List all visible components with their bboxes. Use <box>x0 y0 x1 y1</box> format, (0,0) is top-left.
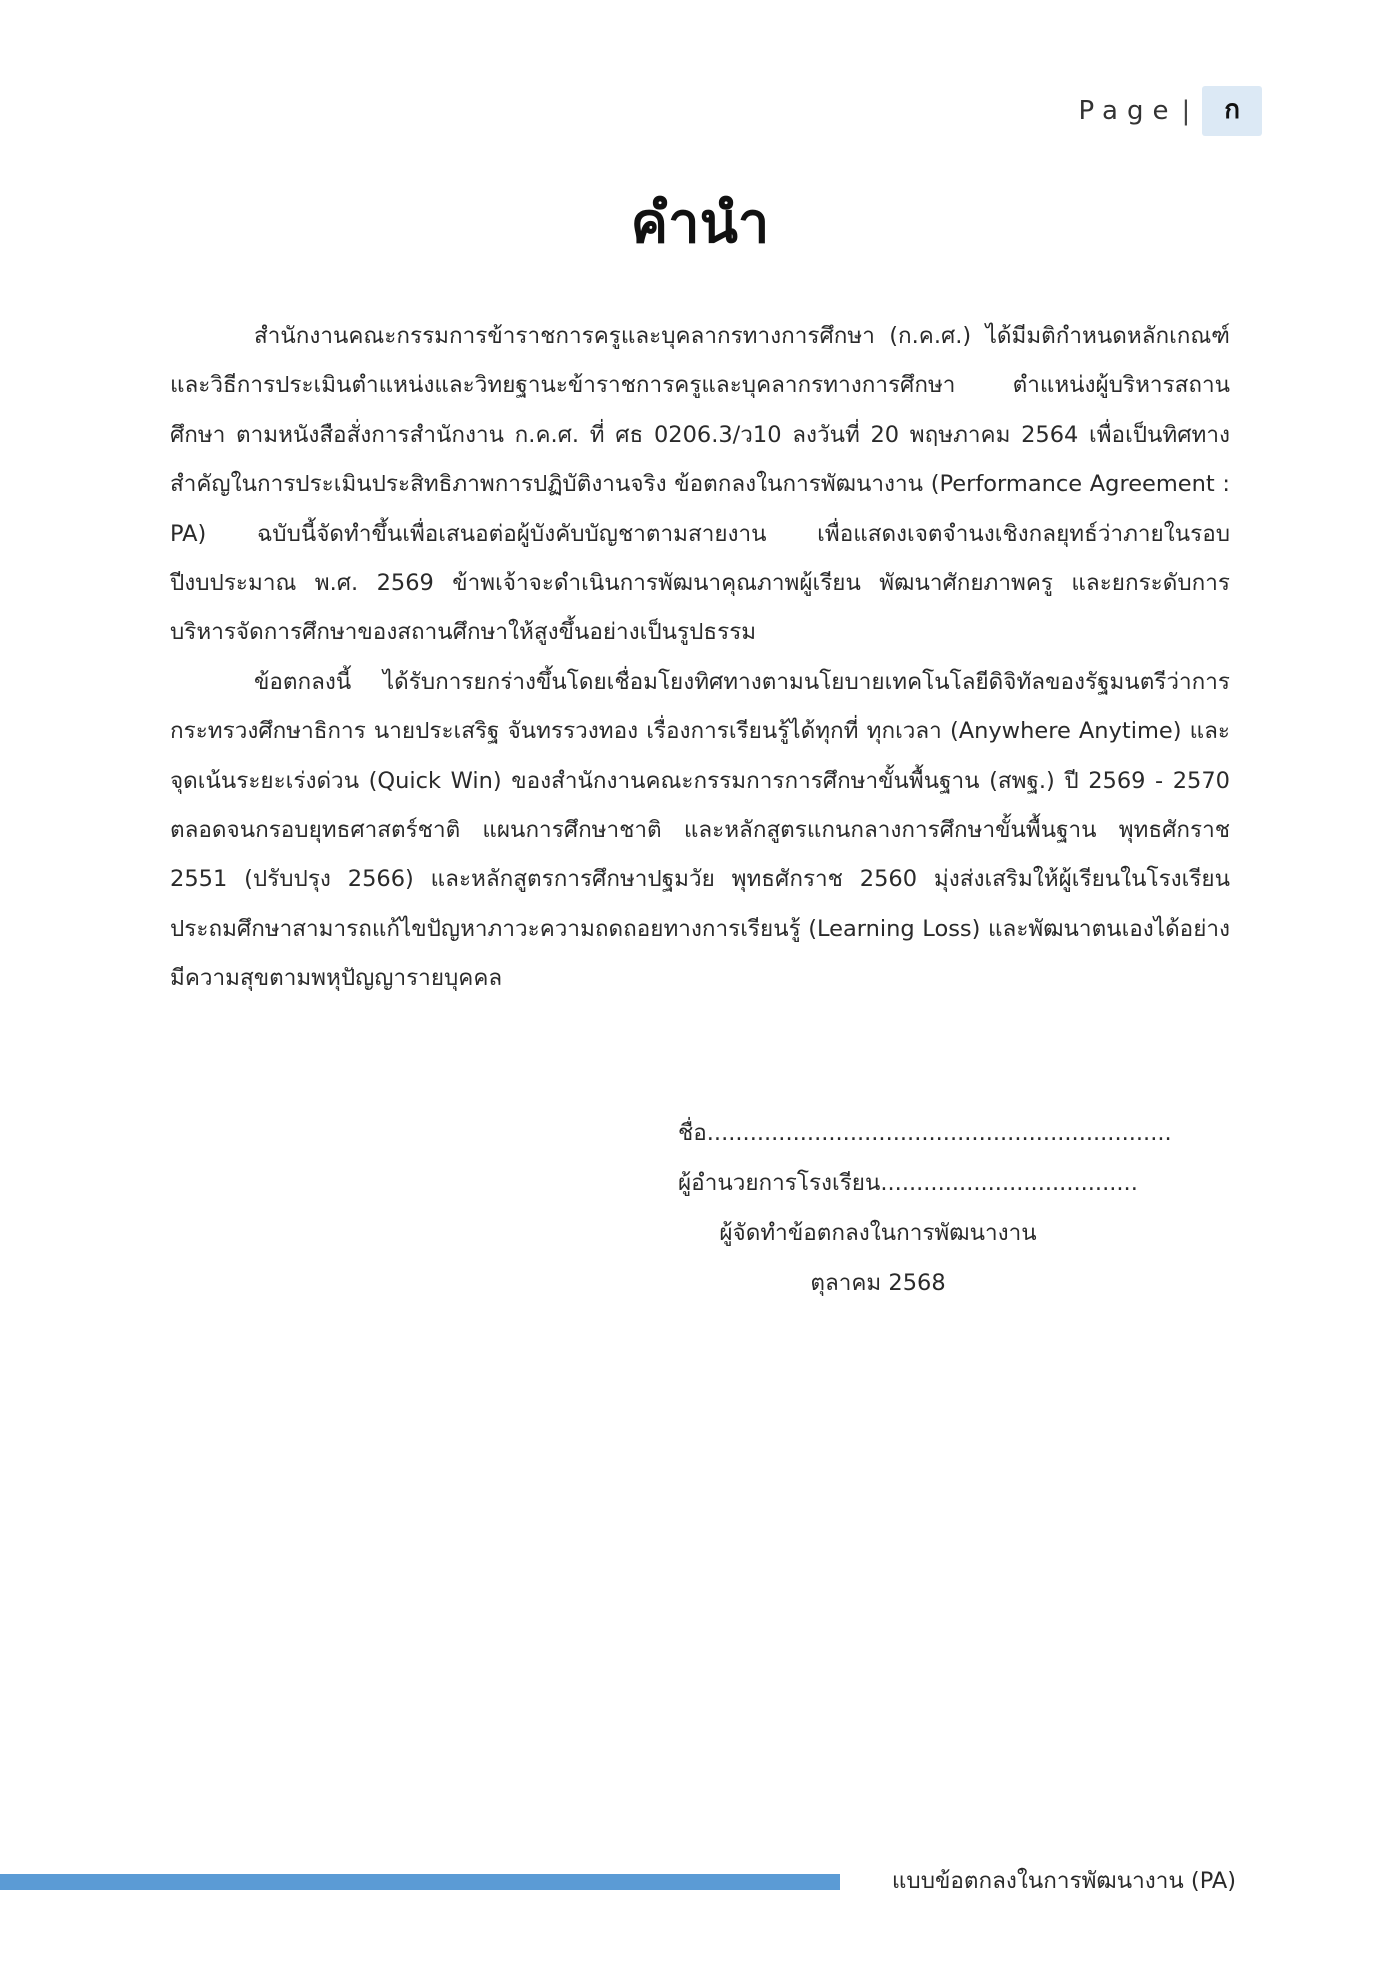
document-title: คำนำ <box>630 191 770 256</box>
paragraph-agreement: ข้อตกลงนี้ ได้รับการยกร่างขึ้นโดยเชื่อมโยงทิศทางตามนโยบายเทคโนโลยีดิจิทัลของรัฐมนตรีว่าการกระทรวงศึกษาธิการ นายประเสริฐ จันทรรวงทอง เรื่องการเรียนรู้ได้ทุกที่ ทุกเวลา (Anywhere Anytime) และจุดเน้นระยะเร่งด่วน (Quick Win) ของสำนักงานคณะกรรมการการศึกษาขั้นพื้นฐาน (สพฐ.) ปี 2569 - 2570 ตลอดจนกรอบยุทธศาสตร์ชาติ แผนการศึกษาชาติ และหลักสูตรแกนกลางการศึกษาขั้นพื้นฐาน พุทธศักราช 2551 (ปรับปรุง 2566) และหลักสูตรการศึกษาปฐมวัย พุทธศักราช 2560 มุ่งส่งเสริมให้ผู้เรียนในโรงเรียนประถมศึกษาสามารถแก้ไขปัญหาภาวะความถดถอยทางการเรียนรู้ (Learning Loss) และพัฒนาตนเองได้อย่างมีความสุขตามพหุปัญญารายบุคคล <box>170 668 1230 992</box>
footer-accent-bar <box>0 1874 840 1890</box>
document-body <box>170 312 1230 1004</box>
signature-block <box>678 1108 1172 1308</box>
signature-position-line: ผู้อำนวยการโรงเรียน.................................... <box>678 1170 1138 1196</box>
page-header <box>1079 86 1262 136</box>
signature-date-line: ตุลาคม 2568 <box>810 1270 946 1296</box>
footer-document-type: แบบข้อตกลงในการพัฒนางาน (PA) <box>891 1868 1236 1894</box>
signature-role-line: ผู้จัดทำข้อตกลงในการพัฒนางาน <box>719 1220 1037 1246</box>
paragraph-intro: สำนักงานคณะกรรมการข้าราชการครูและบุคลากรทางการศึกษา (ก.ค.ศ.) ได้มีมติกำหนดหลักเกณฑ์และวิธีการประเมินตำแหน่งและวิทยฐานะข้าราชการครูและบุคลากรทางการศึกษา ตำแหน่งผู้บริหารสถานศึกษา ตามหนังสือสั่งการสำนักงาน ก.ค.ศ. ที่ ศธ 0206.3/ว10 ลงวันที่ 20 พฤษภาคม 2564 เพื่อเป็นทิศทางสำคัญในการประเมินประสิทธิภาพการปฏิบัติงานจริง ข้อตกลงในการพัฒนางาน (Performance Agreement : PA) ฉบับนี้จัดทำขึ้นเพื่อเสนอต่อผู้บังคับบัญชาตามสายงาน เพื่อแสดงเจตจำนงเชิงกลยุทธ์ว่าภายในรอบปีงบประมาณ พ.ศ. 2569 ข้าพเจ้าจะดำเนินการพัฒนาคุณภาพผู้เรียน พัฒนาศักยภาพครู และยกระดับการบริหารจัดการศึกษาของสถานศึกษาให้สูงขึ้นอย่างเป็นรูปธรรม <box>170 323 1230 646</box>
signature-name-line: ชื่อ................................................................. <box>678 1120 1172 1146</box>
page-label: Page <box>1078 96 1178 126</box>
page-separator: | <box>1181 96 1191 126</box>
page-number-badge: ก <box>1202 86 1262 136</box>
